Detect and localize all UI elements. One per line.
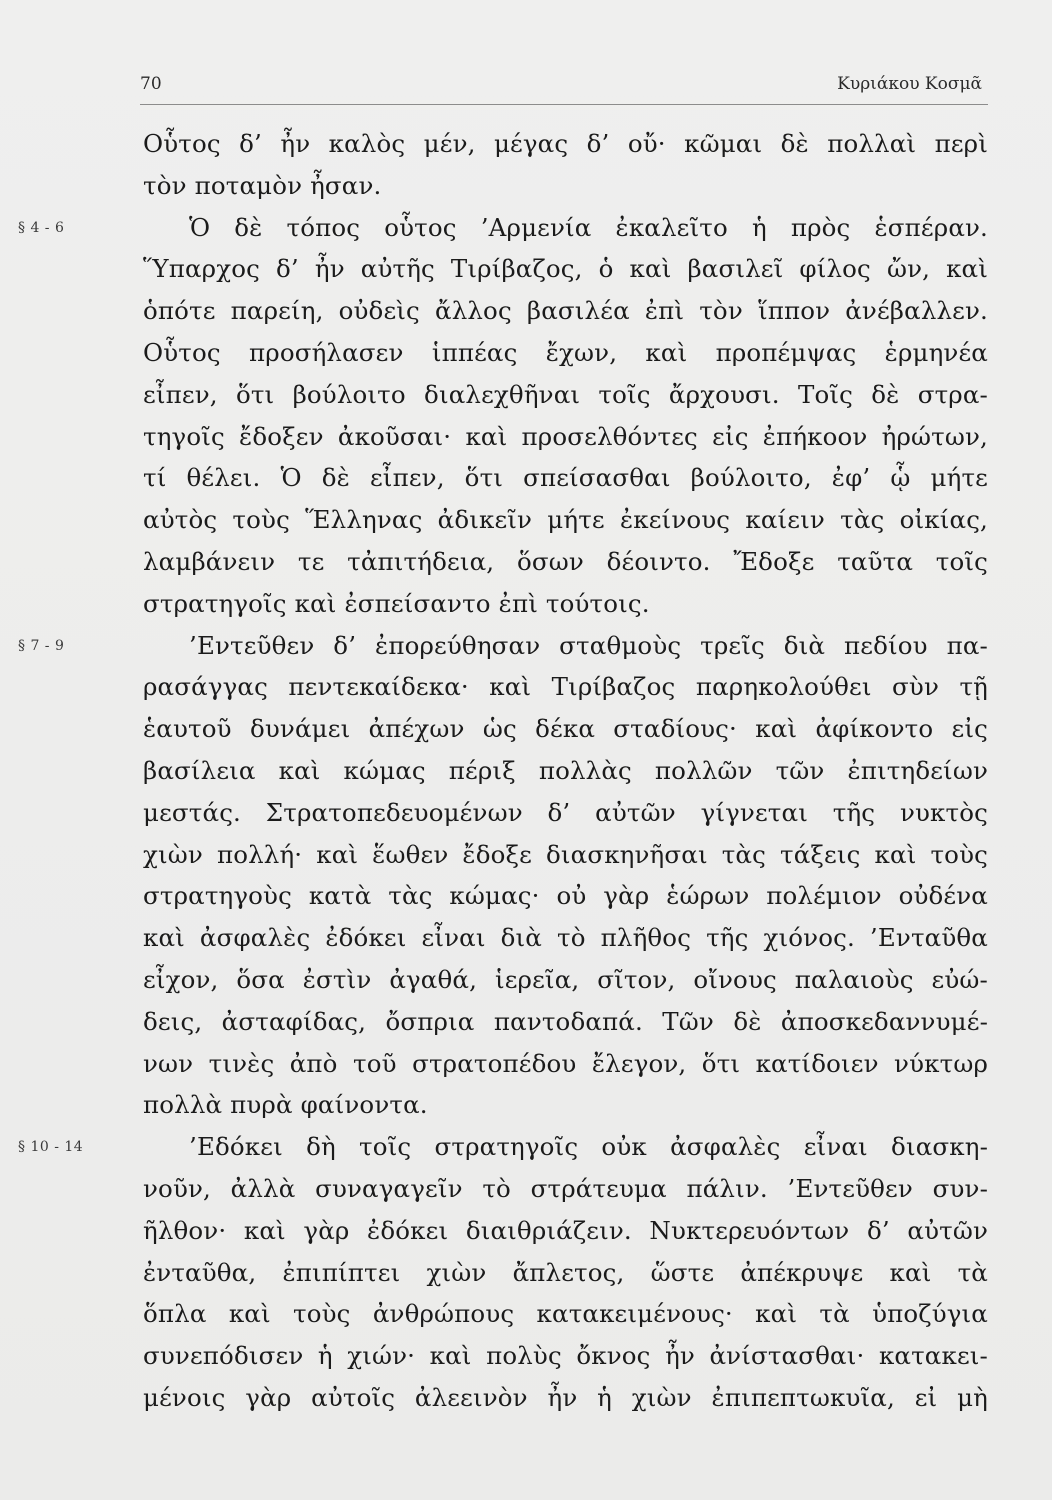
line-text: ’Εδόκει δὴ τοῖς στρατηγοῖς οὐκ ἀσφαλὲς εἶναι διασκη- (189, 1132, 988, 1162)
section-marginal-note: § 7 - 9 (18, 637, 65, 654)
text-line (143, 1377, 988, 1419)
line-text: τί θέλει. Ὁ δὲ εἶπεν, ὅτι σπείσασθαι βούλοιτο, ἐφ’ ᾧ μήτε (143, 463, 988, 493)
text-line (18, 207, 988, 249)
text-line (143, 708, 988, 750)
line-text: πολλὰ πυρὰ φαίνοντα. (143, 1090, 428, 1120)
text-line (143, 248, 988, 290)
text-line (143, 875, 988, 917)
text-line (143, 374, 988, 416)
text-line (143, 1252, 988, 1294)
line-text: νοῦν, ἀλλὰ συναγαγεῖν τὸ στράτευμα πάλιν. ’Εντεῦθεν συν- (143, 1173, 988, 1203)
line-text: τὸν ποταμὸν ἦσαν. (143, 170, 382, 200)
line-text: μένοις γὰρ αὐτοῖς ἀλεεινὸν ἦν ἡ χιὼν ἐπιπεπτωκυῖα, εἰ μὴ (143, 1382, 988, 1412)
text-line (143, 1293, 988, 1335)
text-line (143, 1084, 988, 1126)
line-text: νων τινὲς ἀπὸ τοῦ στρατοπέδου ἔλεγον, ὅτι κατίδοιεν νύκτωρ (143, 1048, 988, 1078)
running-head (140, 74, 990, 104)
body-text (18, 123, 988, 1419)
line-text: ὁπότε παρείη, οὐδεὶς ἄλλος βασιλέα ἐπὶ τὸν ἵππον ἀνέβαλλεν. (143, 296, 988, 326)
text-line (143, 1001, 988, 1043)
line-text: βασίλεια καὶ κώμας πέριξ πολλὰς πολλῶν τῶν ἐπιτηδείων (143, 755, 988, 785)
line-text: Ὕπαρχος δ’ ἦν αὐτῆς Τιρίβαζος, ὁ καὶ βασιλεῖ φίλος ὤν, καὶ (143, 254, 988, 284)
text-line (143, 959, 988, 1001)
text-line (18, 1126, 988, 1168)
line-text: ὅπλα καὶ τοὺς ἀνθρώπους κατακειμένους· καὶ τὰ ὑποζύγια (143, 1299, 988, 1329)
text-line (143, 123, 988, 165)
page-number: 70 (140, 74, 162, 94)
text-line (143, 416, 988, 458)
line-text: συνεπόδισεν ἡ χιών· καὶ πολὺς ὄκνος ἦν ἀνίστασθαι· κατακει- (143, 1341, 988, 1371)
section-marginal-note: § 10 - 14 (18, 1139, 84, 1156)
text-line (143, 750, 988, 792)
line-text: στρατηγοῖς καὶ ἐσπείσαντο ἐπὶ τούτοις. (143, 588, 650, 618)
text-line (143, 499, 988, 541)
running-title: Κυριάκου Κοσμᾶ (837, 74, 982, 94)
line-text: εἶχον, ὅσα ἐστὶν ἀγαθά, ἱερεῖα, σῖτον, οἴνους παλαιοὺς εὐώ- (143, 964, 988, 994)
line-text: Οὗτος προσήλασεν ἱππέας ἔχων, καὶ προπέμψας ἑρμηνέα (143, 337, 988, 367)
text-line (143, 457, 988, 499)
line-text: στρατηγοὺς κατὰ τὰς κώμας· οὐ γὰρ ἑώρων πολέμιον οὐδένα (143, 881, 988, 911)
text-line (143, 541, 988, 583)
text-line (143, 834, 988, 876)
text-line (18, 625, 988, 667)
text-line (143, 332, 988, 374)
line-text: ’Εντεῦθεν δ’ ἐπορεύθησαν σταθμοὺς τρεῖς διὰ πεδίου πα- (189, 630, 988, 660)
line-text: ἑαυτοῦ δυνάμει ἀπέχων ὡς δέκα σταδίους· καὶ ἀφίκοντο εἰς (143, 714, 988, 744)
line-text: αὐτὸς τοὺς Ἕλληνας ἀδικεῖν μήτε ἐκείνους καίειν τὰς οἰκίας, (143, 505, 988, 535)
text-line (143, 583, 988, 625)
line-text: χιὼν πολλή· καὶ ἕωθεν ἔδοξε διασκηνῆσαι τὰς τάξεις καὶ τοὺς (143, 839, 988, 869)
text-line (143, 666, 988, 708)
section-marginal-note: § 4 - 6 (18, 219, 65, 236)
text-line (143, 165, 988, 207)
line-text: εἶπεν, ὅτι βούλοιτο διαλεχθῆναι τοῖς ἄρχουσι. Τοῖς δὲ στρα- (143, 379, 988, 409)
line-text: ἐνταῦθα, ἐπιπίπτει χιὼν ἄπλετος, ὥστε ἀπέκρυψε καὶ τὰ (143, 1257, 988, 1287)
text-line (143, 1210, 988, 1252)
text-line (143, 290, 988, 332)
line-text: τηγοῖς ἔδοξεν ἀκοῦσαι· καὶ προσελθόντες εἰς ἐπήκοον ἠρώτων, (143, 421, 988, 451)
line-text: μεστάς. Στρατοπεδευομένων δ’ αὐτῶν γίγνεται τῆς νυκτὸς (143, 797, 988, 827)
line-text: λαμβάνειν τε τἀπιτήδεια, ὅσων δέοιντο. Ἔδοξε ταῦτα τοῖς (143, 546, 988, 576)
line-text: καὶ ἀσφαλὲς ἐδόκει εἶναι διὰ τὸ πλῆθος τῆς χιόνος. ’Ενταῦθα (143, 923, 988, 953)
text-line (143, 1043, 988, 1085)
line-text: Οὗτος δ’ ἦν καλὸς μέν, μέγας δ’ οὔ· κῶμαι δὲ πολλαὶ περὶ (143, 129, 988, 158)
header-rule (140, 104, 988, 105)
line-text: δεις, ἀσταφίδας, ὄσπρια παντοδαπά. Τῶν δὲ ἀποσκεδαννυμέ- (143, 1006, 988, 1036)
text-line (143, 917, 988, 959)
text-line (143, 792, 988, 834)
line-text: ρασάγγας πεντεκαίδεκα· καὶ Τιρίβαζος παρηκολούθει σὺν τῇ (143, 672, 988, 702)
line-text: ῆλθον· καὶ γὰρ ἐδόκει διαιθριάζειν. Νυκτερευόντων δ’ αὐτῶν (143, 1215, 988, 1245)
text-line (143, 1335, 988, 1377)
text-line (143, 1168, 988, 1210)
line-text: Ὁ δὲ τόπος οὗτος ’Αρμενία ἐκαλεῖτο ἡ πρὸς ἑσπέραν. (189, 212, 988, 242)
